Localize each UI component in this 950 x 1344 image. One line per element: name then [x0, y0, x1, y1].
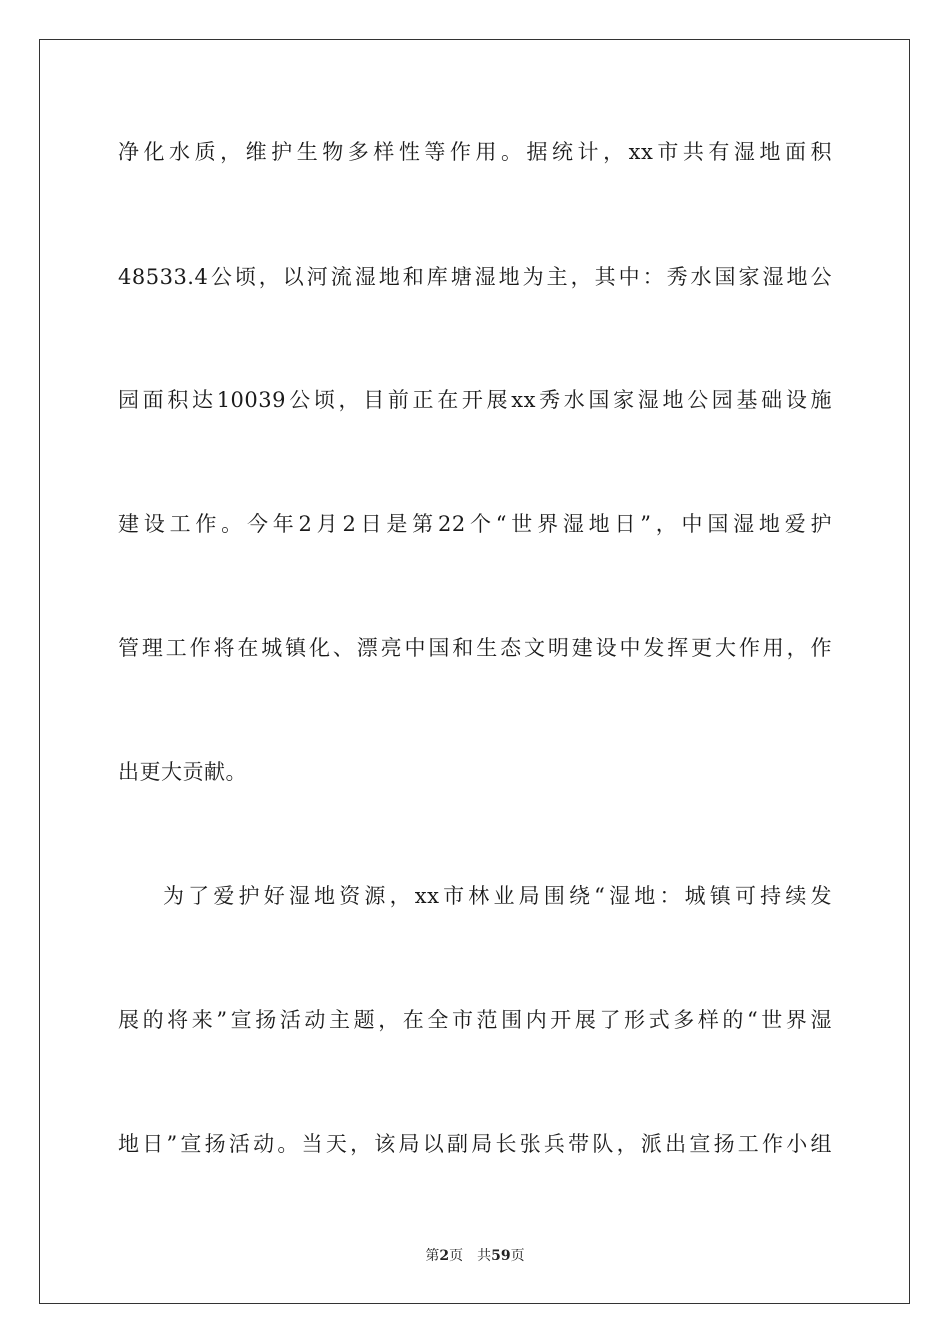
body-text-line: 出更大贡献。 [118, 760, 247, 784]
body-text-line: 48533.4公顷，以河流湿地和库塘湿地为主，其中：秀水国家湿地公 [118, 265, 832, 289]
total-suffix: 页 [510, 1248, 525, 1264]
body-text-line: 净化水质，维护生物多样性等作用。据统计，xx市共有湿地面积 [118, 140, 832, 164]
body-text-line: 建设工作。今年2月2日是第22个“世界湿地日”，中国湿地爱护 [118, 512, 832, 536]
body-text-line: 展的将来”宣扬活动主题，在全市范围内开展了形式多样的“世界湿 [118, 1008, 832, 1032]
body-text-line: 地日”宣扬活动。当天，该局以副局长张兵带队，派出宣扬工作小组 [118, 1132, 832, 1156]
body-text-line: 园面积达10039公顷，目前正在开展xx秀水国家湿地公园基础设施 [118, 388, 832, 412]
body-text-line: 管理工作将在城镇化、漂亮中国和生态文明建设中发挥更大作用，作 [118, 636, 832, 660]
paragraph-first-line: 为了爱护好湿地资源，xx市林业局围绕“湿地：城镇可持续发 [163, 884, 832, 908]
page-frame [39, 39, 910, 1304]
page-prefix: 第 [425, 1248, 440, 1264]
page-suffix: 页 [449, 1248, 464, 1264]
total-prefix: 共 [477, 1248, 492, 1264]
total-pages: 59 [491, 1248, 511, 1264]
page-footer [0, 1246, 950, 1266]
page-number: 2 [439, 1248, 450, 1264]
